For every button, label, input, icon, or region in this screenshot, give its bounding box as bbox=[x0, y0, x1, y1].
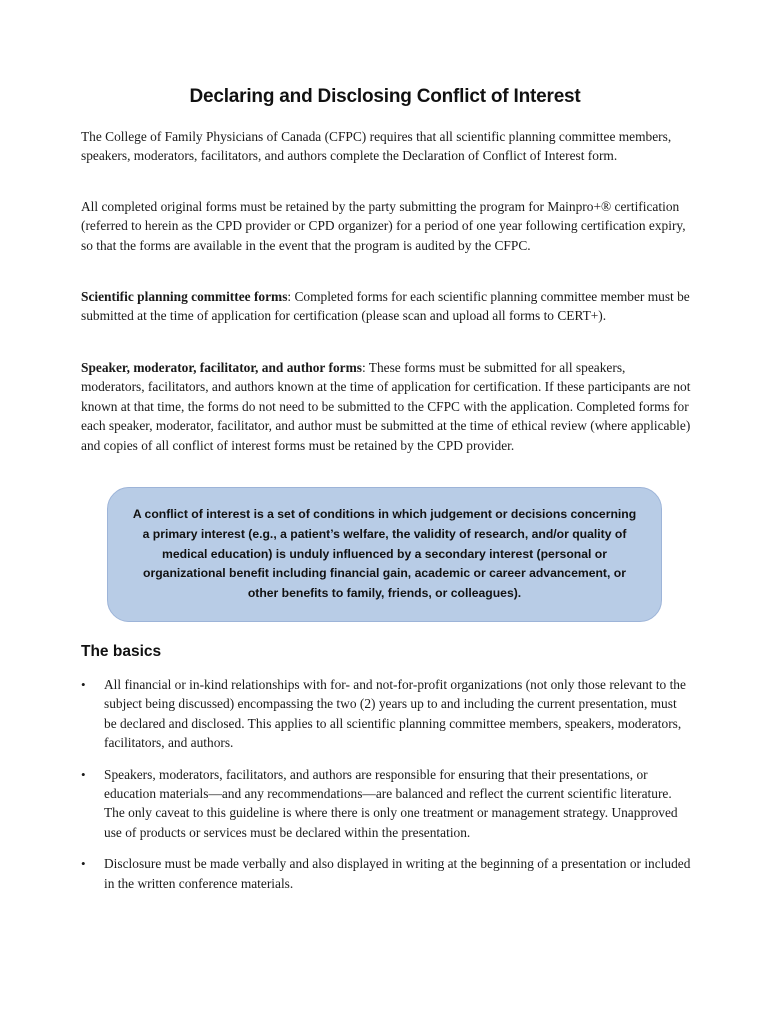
bullet-icon: • bbox=[81, 856, 86, 872]
page-title: Declaring and Disclosing Conflict of Interest bbox=[189, 86, 581, 107]
list-item bbox=[81, 765, 691, 843]
bullet-text: Speakers, moderators, facilitators, and authors are responsible for ensuring that their presentations, or education materials—and any recommendations—are balanced and reflect the current scientific literature. The only caveat to this guideline is where there is only one treatment or management strategy. Unapproved use of products or services must be declared within the presentation. bbox=[104, 766, 678, 840]
bullet-text: Disclosure must be made verbally and also displayed in writing at the beginning of a presentation or included in the written conference materials. bbox=[104, 856, 691, 891]
scientific-forms-paragraph bbox=[81, 287, 691, 326]
speaker-forms-label: Speaker, moderator, facilitator, and author forms bbox=[81, 360, 362, 375]
intro-paragraph: The College of Family Physicians of Canada (CFPC) requires that all scientific planning committee members, speakers, moderators, facilitators, and authors complete the Declaration of Conflict of Interest form. bbox=[81, 129, 672, 164]
list-item bbox=[81, 854, 691, 893]
bullet-icon: • bbox=[81, 766, 86, 782]
list-item bbox=[81, 675, 691, 753]
retention-paragraph: All completed original forms must be retained by the party submitting the program for Mainpro+® certification (referred to herein as the CPD provider or CPD organizer) for a period of one year following certification expiry, so that the forms are available in the event that the program is audited by the CFPC. bbox=[81, 199, 686, 253]
basics-heading: The basics bbox=[81, 643, 162, 660]
conflict-definition-callout: A conflict of interest is a set of conditions in which judgement or decisions concerning a primary interest (e.g., a patient’s welfare, the validity of research, and/or quality of medical education) is unduly influenced by a secondary interest (personal or organizational benefit including financial gain, academic or career advancement, or other benefits to family, friends, or colleagues). bbox=[107, 487, 662, 622]
scientific-forms-label: Scientific planning committee forms bbox=[81, 289, 288, 304]
speaker-forms-paragraph bbox=[81, 358, 691, 455]
bullet-icon: • bbox=[81, 677, 86, 692]
basics-bullet-list bbox=[81, 675, 691, 905]
bullet-text: All financial or in-kind relationships with for- and not-for-profit organizations (not only those relevant to the subject being discussed) encompassing the two (2) years up to and including the current presentation, must be declared and disclosed. This applies to all scientific planning committee members, speakers, moderators, facilitators, and authors. bbox=[104, 677, 686, 751]
speaker-forms-text: : These forms must be submitted for all speakers, moderators, facilitators, and authors known at the time of application for certification. If these participants are not known at that time, the forms do not need to be submitted to the CFPC with the application. Completed forms for each speaker, moderator, facilitator, and author must be submitted at the time of ethical review (where applicable) and copies of all conflict of interest forms must be retained by the CPD provider. bbox=[81, 360, 691, 453]
scientific-forms-text: : Completed forms for each scientific planning committee member must be submitted at the time of application for certification (please scan and upload all forms to CERT+). bbox=[81, 289, 690, 324]
